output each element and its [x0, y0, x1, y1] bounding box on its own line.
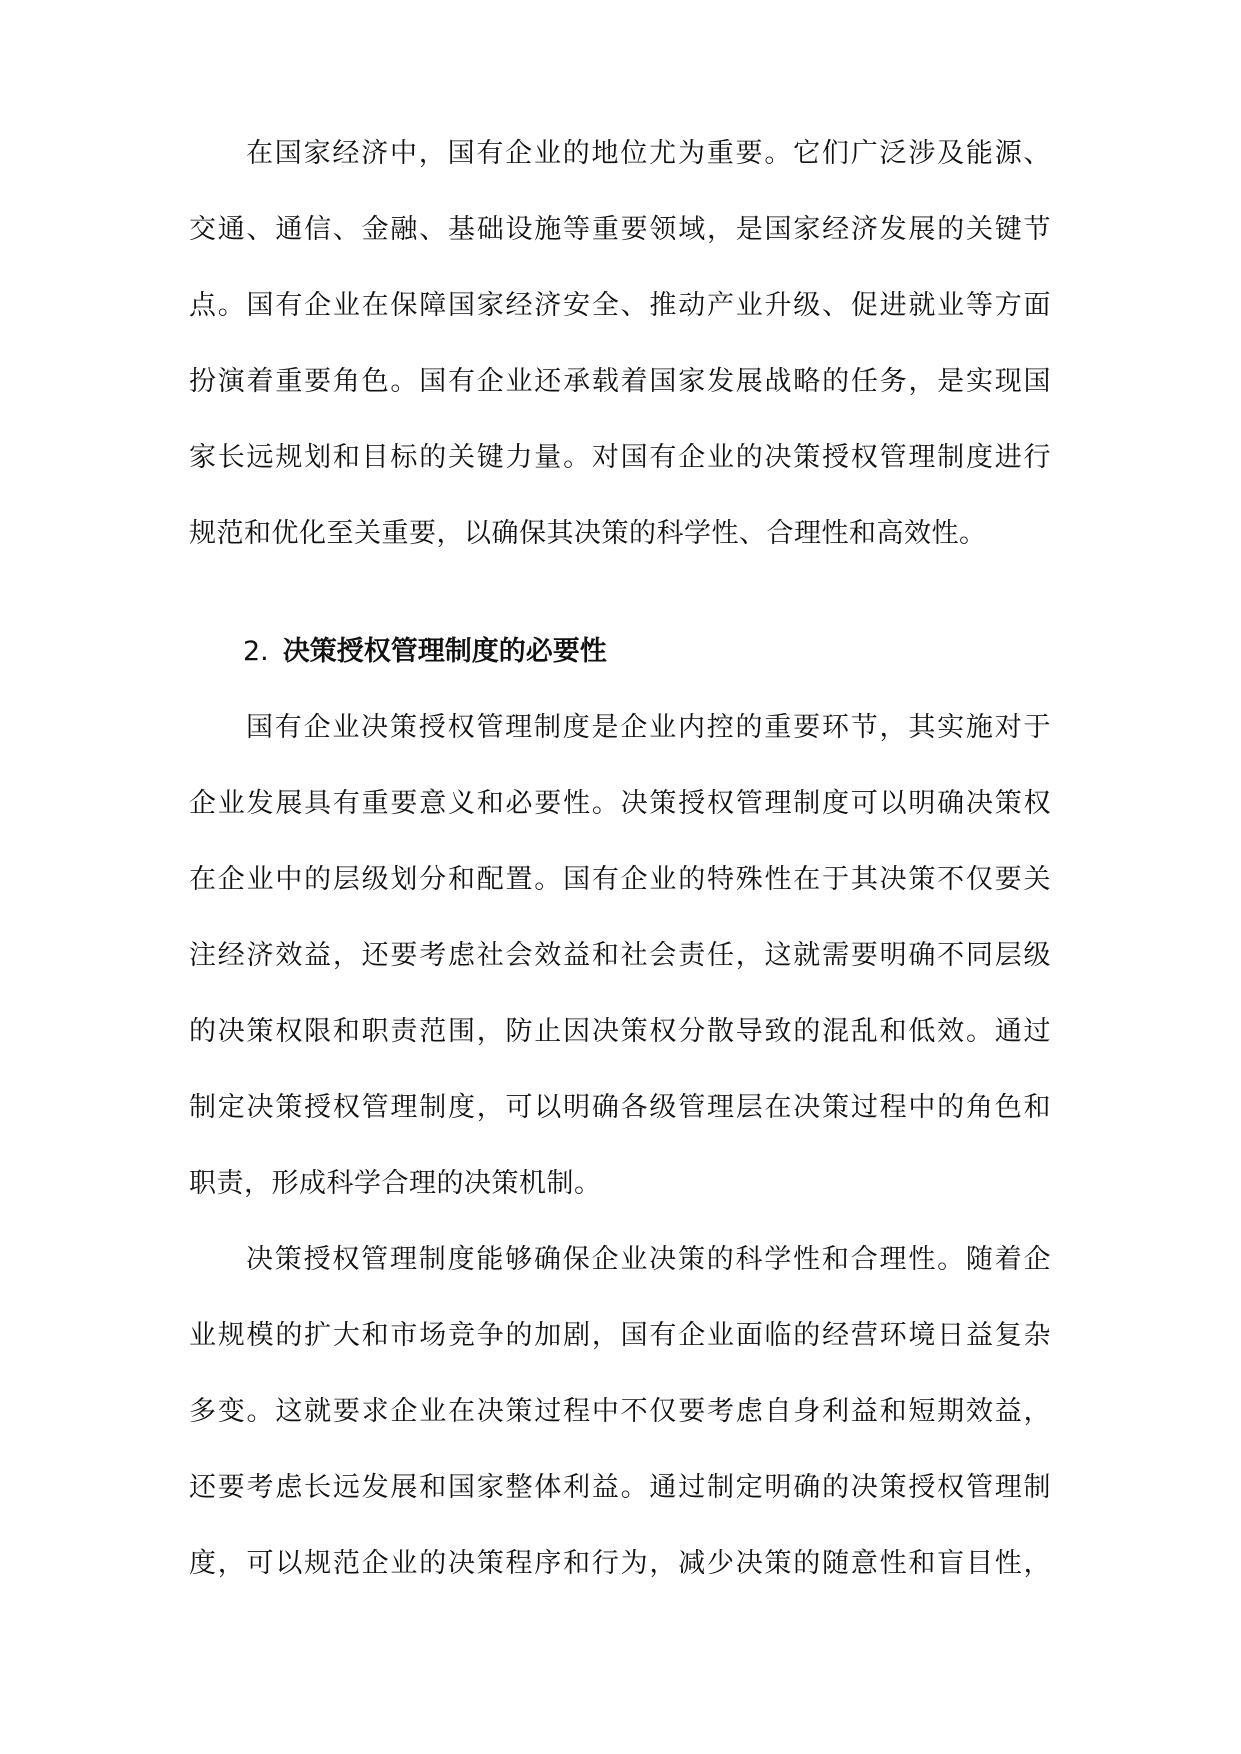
paragraph-line: 企业发展具有重要意义和必要性。决策授权管理制度可以明确决策权	[189, 788, 1051, 819]
paragraph-line: 规范和优化至关重要，以确保其决策的科学性、合理性和高效性。	[189, 518, 987, 549]
paragraph-line: 国有企业决策授权管理制度是企业内控的重要环节，其实施对于	[246, 712, 1051, 743]
paragraph-line: 职责，形成科学合理的决策机制。	[189, 1168, 602, 1199]
paragraph-line: 点。国有企业在保障国家经济安全、推动产业升级、促进就业等方面	[189, 290, 1051, 321]
paragraph-line: 的决策权限和职责范围，防止因决策权分散导致的混乱和低效。通过	[189, 1016, 1051, 1047]
paragraph-line: 度，可以规范企业的决策程序和行为，减少决策的随意性和盲目性，	[189, 1548, 1051, 1579]
paragraph-line: 业规模的扩大和市场竞争的加剧，国有企业面临的经营环境日益复杂	[189, 1320, 1051, 1351]
paragraph-line: 多变。这就要求企业在决策过程中不仅要考虑自身利益和短期效益，	[189, 1396, 1051, 1427]
section-number: 2.	[243, 636, 269, 667]
paragraph-line: 注经济效益，还要考虑社会效益和社会责任，这就需要明确不同层级	[189, 940, 1051, 971]
paragraph-line: 家长远规划和目标的关键力量。对国有企业的决策授权管理制度进行	[189, 442, 1051, 473]
paragraph-line: 决策授权管理制度能够确保企业决策的科学性和合理性。随着企	[246, 1244, 1051, 1275]
paragraph-line: 交通、通信、金融、基础设施等重要领域，是国家经济发展的关键节	[189, 214, 1051, 245]
paragraph-line: 在企业中的层级划分和配置。国有企业的特殊性在于其决策不仅要关	[189, 864, 1051, 895]
paragraph-line: 扮演着重要角色。国有企业还承载着国家发展战略的任务，是实现国	[189, 366, 1051, 397]
paragraph-line: 制定决策授权管理制度，可以明确各级管理层在决策过程中的角色和	[189, 1092, 1051, 1123]
paragraph-line: 还要考虑长远发展和国家整体利益。通过制定明确的决策授权管理制	[189, 1472, 1051, 1503]
section-title: 决策授权管理制度的必要性	[282, 636, 607, 667]
section-heading	[243, 632, 607, 672]
paragraph-line: 在国家经济中，国有企业的地位尤为重要。它们广泛涉及能源、	[246, 138, 1051, 169]
